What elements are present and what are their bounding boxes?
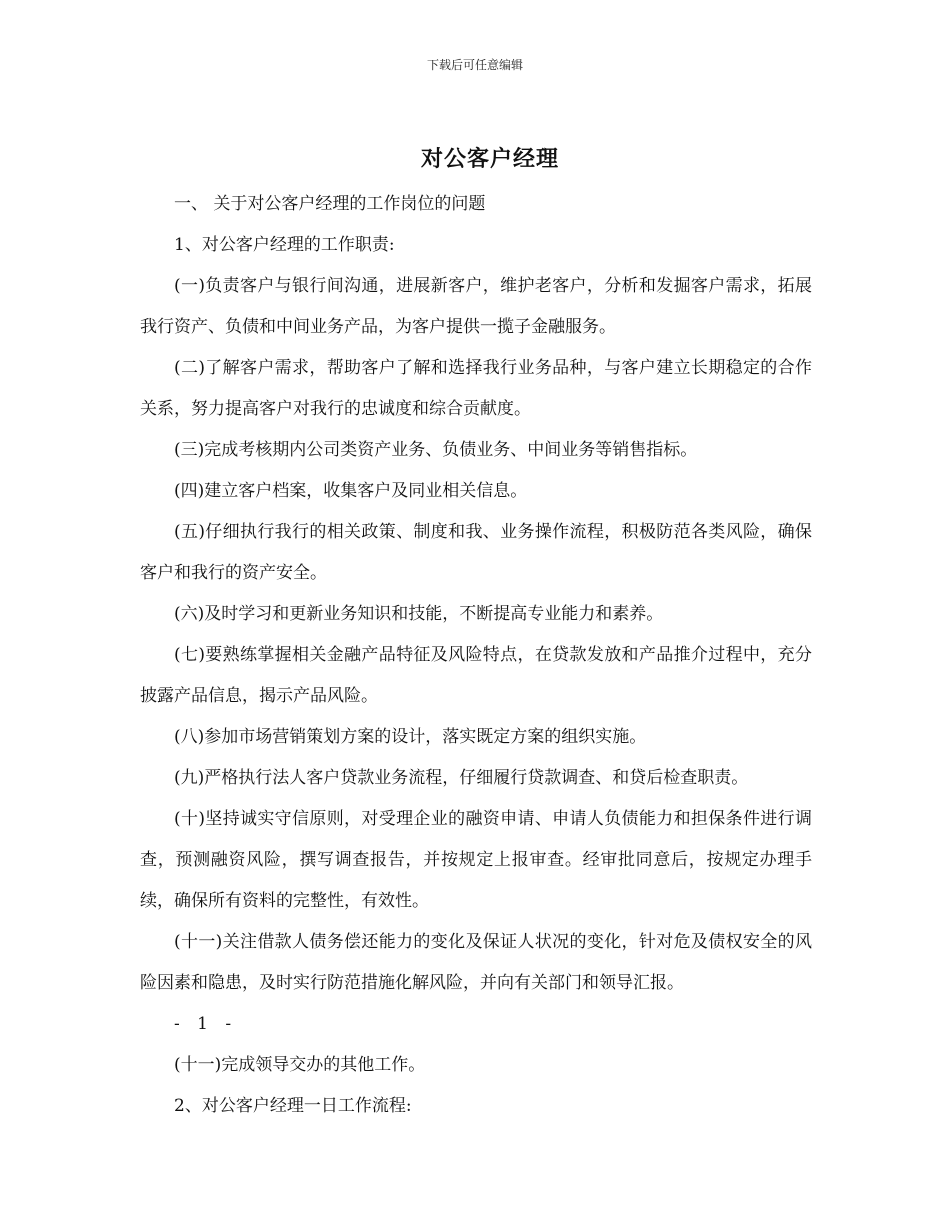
subsection-heading: 1、对公客户经理的工作职责: — [174, 235, 395, 255]
duty-paragraph: (九)严格执行法人客户贷款业务流程，仔细履行贷款调查、和贷后检查职责。 — [174, 768, 749, 788]
duty-paragraph: (五)仔细执行我行的相关政策、制度和我、业务操作流程，积极防范各类风险，确保客户和我行的资产安全。 — [140, 522, 812, 583]
duty-paragraph: (六)及时学习和更新业务知识和技能，不断提高专业能力和素养。 — [174, 604, 664, 624]
section-heading: 一、 关于对公客户经理的工作岗位的问题 — [174, 194, 486, 214]
duty-paragraph: (三)完成考核期内公司类资产业务、负债业务、中间业务等销售指标。 — [174, 440, 698, 460]
document-body — [140, 184, 812, 1127]
page-number: - 1 - — [174, 1014, 238, 1034]
subsection-heading: 2、对公客户经理一日工作流程: — [174, 1096, 412, 1116]
duty-paragraph: (十)坚持诚实守信原则，对受理企业的融资申请、申请人负债能力和担保条件进行调查，预测融资风险，撰写调查报告，并按规定上报审查。经审批同意后，按规定办理手续，确保所有资料的完整性，有效性。 — [140, 809, 812, 911]
duty-paragraph: (一)负责客户与银行间沟通，进展新客户，维护老客户，分析和发掘客户需求，拓展我行资产、负债和中间业务产品，为客户提供一揽子金融服务。 — [140, 276, 812, 337]
duty-paragraph: (四)建立客户档案，收集客户及同业相关信息。 — [174, 481, 528, 501]
duty-paragraph: (七)要熟练掌握相关金融产品特征及风险特点，在贷款发放和产品推介过程中，充分披露产品信息，揭示产品风险。 — [140, 645, 812, 706]
duty-paragraph: (八)参加市场营销策划方案的设计，落实既定方案的组织实施。 — [174, 727, 647, 747]
duty-paragraph: (十一)完成领导交办的其他工作。 — [174, 1055, 426, 1075]
duty-paragraph: (二)了解客户需求，帮助客户了解和选择我行业务品种，与客户建立长期稳定的合作关系，努力提高客户对我行的忠诚度和综合贡献度。 — [140, 358, 812, 419]
document-title: 对公客户经理 — [420, 146, 559, 172]
header-note: 下载后可任意编辑 — [426, 58, 523, 72]
duty-paragraph: (十一)关注借款人债务偿还能力的变化及保证人状况的变化，针对危及债权安全的风险因素和隐患，及时实行防范措施化解风险，并向有关部门和领导汇报。 — [140, 932, 812, 993]
